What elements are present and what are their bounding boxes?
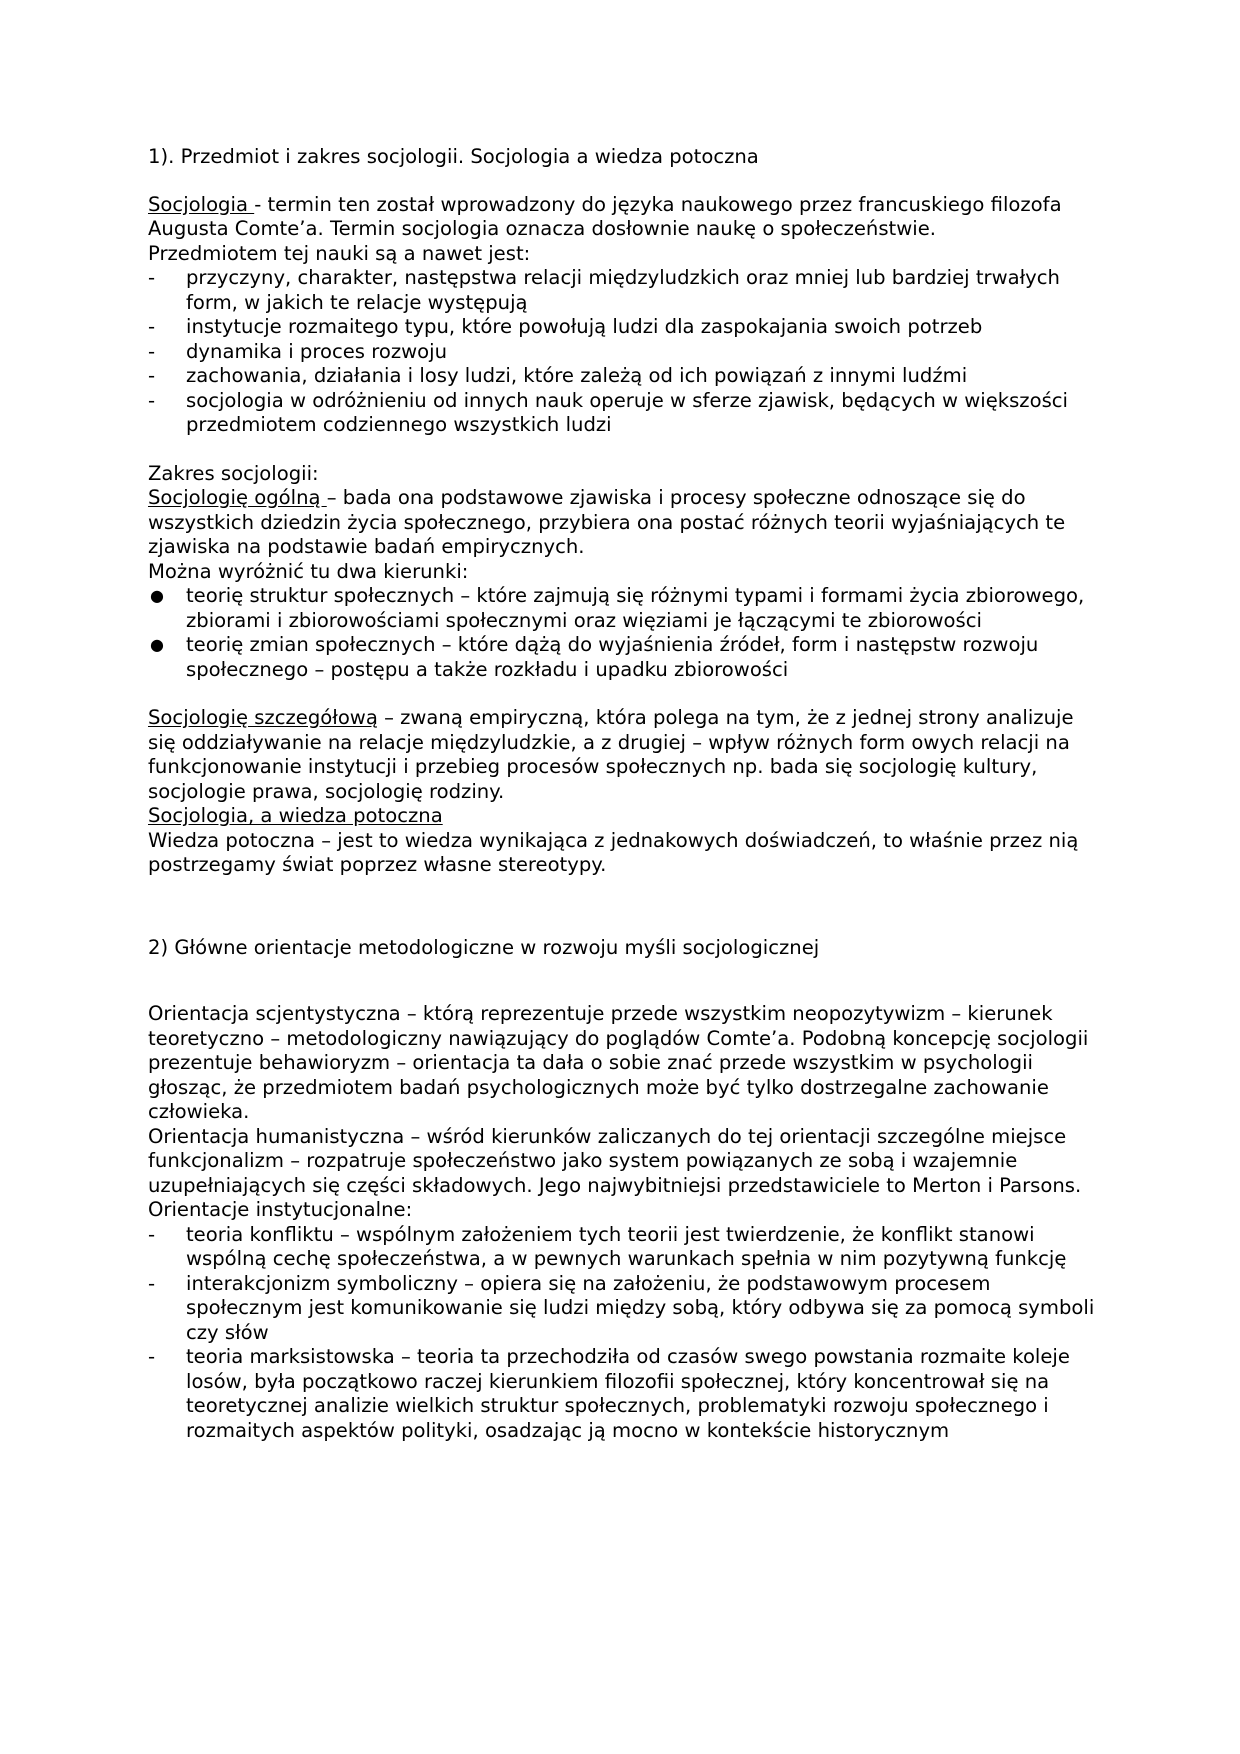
knowledge-text: Wiedza potoczna – jest to wiedza wynikająca z jednakowych doświadczeń, to właśnie przez nią postrzegamy świat poprzez własne stereotypy. bbox=[148, 828, 1079, 876]
list-item: - interakcjonizm symboliczny – opiera się na założeniu, że podstawowym procesem społecznym jest komunikowanie się ludzi między sobą, który odbywa się za pomocą symboli czy słów bbox=[148, 1271, 1095, 1344]
general-sociology-term: Socjologię ogólną bbox=[148, 486, 327, 509]
sociology-definition: Socjologia - termin ten został wprowadzony do języka naukowego przez francuskiego filozofa Augusta Comte’a. Termin socjologia oznacza dosłownie naukę o społeczeństwie. bbox=[148, 192, 1062, 240]
bullet-icon: ● bbox=[150, 635, 164, 654]
detailed-sociology-term: Socjologię szczegółową bbox=[148, 706, 378, 729]
list-item: - przyczyny, charakter, następstwa relacji międzyludzkich oraz mniej lub bardziej trwałych form, w jakich te relacje występują bbox=[148, 266, 1060, 314]
scope-heading: Zakres socjologii: bbox=[148, 461, 319, 485]
sociology-term: Socjologia bbox=[148, 192, 255, 216]
section-1-heading: 1). Przedmiot i zakres socjologii. Socjologia a wiedza potoczna bbox=[148, 145, 759, 168]
subject-list bbox=[148, 266, 1103, 438]
institutional-heading: Orientacje instytucjonalne: bbox=[148, 1198, 413, 1221]
list-item: - instytucje rozmaitego typu, które powołują ludzi dla zaspokajania swoich potrzeb bbox=[148, 315, 983, 338]
subject-intro: Przedmiotem tej nauki są a nawet jest: bbox=[148, 241, 531, 265]
humanistic-orientation: Orientacja humanistyczna – wśród kierunków zaliczanych do tej orientacji szczególne miejsce funkcjonalizm – rozpatruje społeczeństwo jako system powiązanych ze sobą i wzajemnie uzupełniających się części składowych. Jego najwybitniejsi przedstawiciele to Merton i Parsons. bbox=[148, 1124, 1082, 1197]
knowledge-heading: Socjologia, a wiedza potoczna bbox=[148, 804, 443, 827]
detailed-sociology: Socjologię szczegółową – zwaną empiryczną, która polega na tym, że z jednej strony analizuje się oddziaływanie na relacje międzyludzkie, a z drugiej – wpływ różnych form owych relacji na funkcjonowanie instytucji i przebieg procesów społecznych np. bada się socjologię kultury, socjologie prawa, socjologię rodziny. bbox=[148, 706, 1074, 803]
directions-intro: Można wyróżnić tu dwa kierunki: bbox=[148, 559, 469, 583]
list-item: ● teorię zmian społecznych – które dążą do wyjaśnienia źródeł, form i następstw rozwoju społecznego – postępu a także rozkładu i upadku zbiorowości bbox=[150, 633, 1039, 681]
directions-list bbox=[148, 584, 1103, 682]
list-item: - teoria marksistowska – teoria ta przechodziła od czasów swego powstania rozmaite koleje losów, była początkowo raczej kierunkiem filozofii społecznej, który koncentrował się na teoretycznej analizie wielkich struktur społecznych, problematyki rozwoju społecznego i rozmaitych aspektów polityki, osadzając ją mocno w kontekście historycznym bbox=[148, 1345, 1070, 1442]
list-item: - dynamika i proces rozwoju bbox=[148, 339, 447, 363]
list-item: - socjologia w odróżnieniu od innych nauk operuje w sferze zjawisk, będących w większości przedmiotem codziennego wszystkich ludzi bbox=[148, 388, 1069, 436]
bullet-icon: ● bbox=[150, 586, 164, 605]
institutional-list bbox=[148, 1223, 1103, 1444]
section-2-heading: 2) Główne orientacje metodologiczne w rozwoju myśli socjologicznej bbox=[148, 935, 820, 959]
list-item: - teoria konfliktu – wspólnym założeniem tych teorii jest twierdzenie, że konflikt stanowi wspólną cechę społeczeństwa, a w pewnych warunkach spełnia w nim pozytywną funkcję bbox=[148, 1222, 1067, 1270]
general-sociology: Socjologię ogólną – bada ona podstawowe zjawiska i procesy społeczne odnoszące się do wszystkich dziedzin życia społecznego, przybiera ona postać różnych teorii wyjaśniających te zjawiska na podstawie badań empirycznych. bbox=[148, 486, 1066, 558]
scientistic-orientation: Orientacja scjentystyczna – którą reprezentuje przede wszystkim neopozytywizm – kierunek teoretyczno – metodologiczny nawiązujący do poglądów Comte’a. Podobną koncepcję socjologii prezentuje behawioryzm – orientacja ta dała o sobie znać przede wszystkim w psychologii głosząc, że przedmiotem badań psychologicznych może być tylko dostrzegalne zachowanie człowieka. bbox=[148, 1002, 1089, 1123]
document-page bbox=[148, 145, 1103, 1443]
list-item: ● teorię struktur społecznych – które zajmują się różnymi typami i formami życia zbiorowego, zbiorami i zbiorowościami społecznymi oraz więziami je łączącymi te zbiorowości bbox=[150, 584, 1085, 632]
list-item: - zachowania, działania i losy ludzi, które zależą od ich powiązań z innymi ludźmi bbox=[148, 364, 968, 387]
